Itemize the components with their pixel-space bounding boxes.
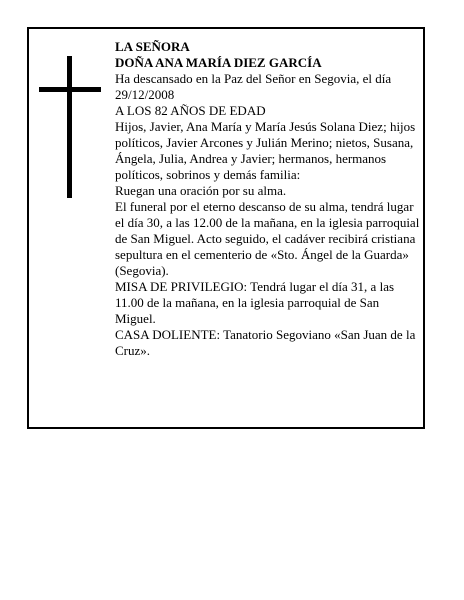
cross-vertical-bar: [67, 56, 72, 198]
family-list: Hijos, Javier, Ana María y María Jesús Solana Diez; hijos políticos, Javier Arcones y Julián Merino; nietos, Susana, Ángela, Julia, Andrea y Javier; hermanos, hermanos políticos, sobrinos y demás familia:: [115, 119, 416, 182]
funeral-home: CASA DOLIENTE: Tanatorio Segoviano «San Juan de la Cruz».: [115, 327, 416, 358]
cross-horizontal-bar: [39, 87, 101, 92]
cross-icon: [39, 56, 101, 198]
deceased-name: DOÑA ANA MARÍA DIEZ GARCÍA: [115, 55, 322, 70]
notice-text: [115, 39, 423, 359]
funeral-details: El funeral por el eterno descanso de su alma, tendrá lugar el día 30, a las 12.00 de la mañana, en la iglesia parroquial de San Miguel. Acto seguido, el cadáver recibirá cristiana sepultura en el cementerio de «Sto. Ángel de la Guarda» (Segovia).: [115, 199, 420, 278]
obituary-notice: [27, 27, 425, 429]
age-line: A LOS 82 AÑOS DE EDAD: [115, 103, 266, 118]
prayer-request: Ruegan una oración por su alma.: [115, 183, 287, 198]
rest-announcement: Ha descansado en la Paz del Señor en Segovia, el día 29/12/2008: [115, 71, 392, 102]
mass-details: MISA DE PRIVILEGIO: Tendrá lugar el día 31, a las 11.00 de la mañana, en la iglesia parroquial de San Miguel.: [115, 279, 395, 326]
title-line-1: LA SEÑORA: [115, 39, 190, 54]
